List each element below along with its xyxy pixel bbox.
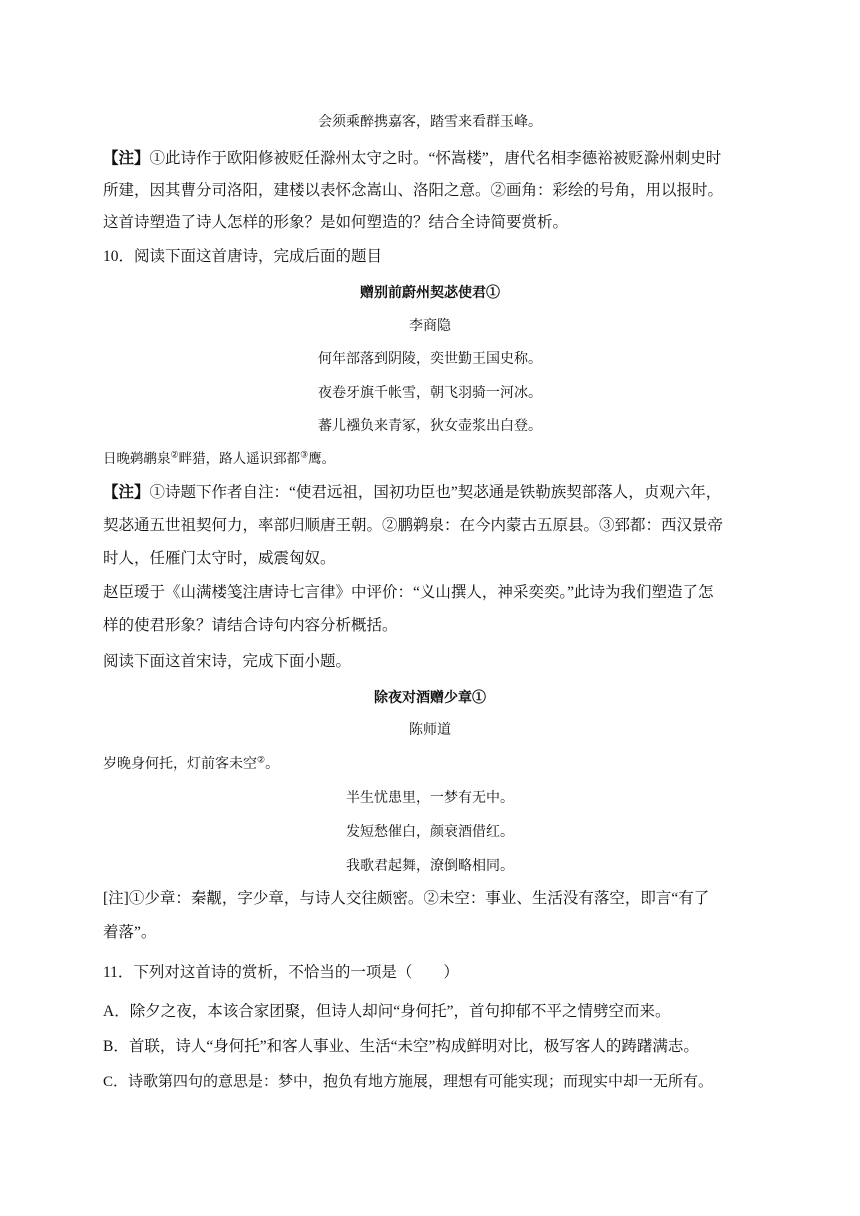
poem-line: 我歌君起舞，潦倒略相同。 [346,858,514,874]
poem-author: 李商隐 [409,318,451,334]
question-text: 这首诗塑造了诗人怎样的形象？是如何塑造的？结合全诗简要赏析。 [103,214,569,231]
answer-option-c: C．诗歌第四句的意思是：梦中，抱负有地方施展，理想有可能实现；而现实中却一无所有。 [103,1074,714,1090]
note-tag: 【注】 [103,484,150,501]
note-text: ①此诗作于欧阳修被贬任滁州太守之时。“怀嵩楼”，唐代名相李德裕被贬滁州刺史时 [149,150,722,167]
note-line [103,483,721,503]
question-text: 样的使君形象？请结合诗句内容分析概括。 [103,617,398,634]
poem-line: 何年部落到阴陵，奕世勤王国史称。 [318,351,542,367]
question-text: 11．下列对这首诗的赏析，不恰当的一项是（ ） [103,964,459,981]
poem-line: 岁晚身何托，灯前客未空②。 [103,755,280,772]
poem-title: 除夜对酒赠少章① [374,690,486,706]
note-line: [注]①少章：秦觏，字少章，与诗人交往颇密。②未空：事业、生活没有落空，即言“有了 [103,890,710,907]
note-line: 时人，任雁门太守时，威震匈奴。 [103,550,336,567]
note-line [103,149,721,169]
note-line: 契苾通五世祖契何力，率部归顺唐王朝。②鹏鹈泉：在今内蒙古五原县。③郅都：西汉景帝 [103,517,724,534]
poem-title: 赠别前蔚州契苾使君① [360,285,500,301]
note-tag: 【注】 [103,150,150,167]
poem-last-line: 会须乘醉携嘉客，踏雪来看群玉峰。 [318,114,542,130]
answer-option-b: B．首联，诗人“身何托”和客人事业、生活“未空”构成鲜明对比，极写客人的踌躇满志。 [103,1038,699,1055]
note-line: 所建，因其曹分司洛阳，建楼以表怀念嵩山、洛阳之意。②画角：彩绘的号角，用以报时。 [103,182,724,199]
note-text: ①诗题下作者自注：“使君远祖，国初功臣也”契苾通是铁勒族契部落人，贞观六年， [149,484,722,501]
poem-line: 发短愁催白，颜衰酒借红。 [346,824,514,840]
poem-line: 半生忧患里，一梦有无中。 [346,790,514,806]
question-text: 赵臣瑷于《山满楼笺注唐诗七言律》中评价：“义山撰人，神采奕奕。”此诗为我们塑造了怎 [103,584,714,601]
poem-line: 蕃儿襁负来青冢，狄女壶浆出白登。 [318,418,542,434]
question-prompt: 10．阅读下面这首唐诗，完成后面的题目 [103,248,383,265]
poem-line: 夜卷牙旗千帐雪，朝飞羽骑一河冰。 [318,385,542,401]
poem-line: 日晚鹈鹕泉②畔猎，路人遥识郅都③鹰。 [103,450,336,467]
question-prompt: 阅读下面这首宋诗，完成下面小题。 [103,653,352,670]
poem-author: 陈师道 [409,722,451,738]
answer-option-a: A．除夕之夜，本该合家团聚，但诗人却问“身何托”，首句抑郁不平之情劈空而来。 [103,1003,671,1020]
note-line: 着落”。 [103,924,157,941]
